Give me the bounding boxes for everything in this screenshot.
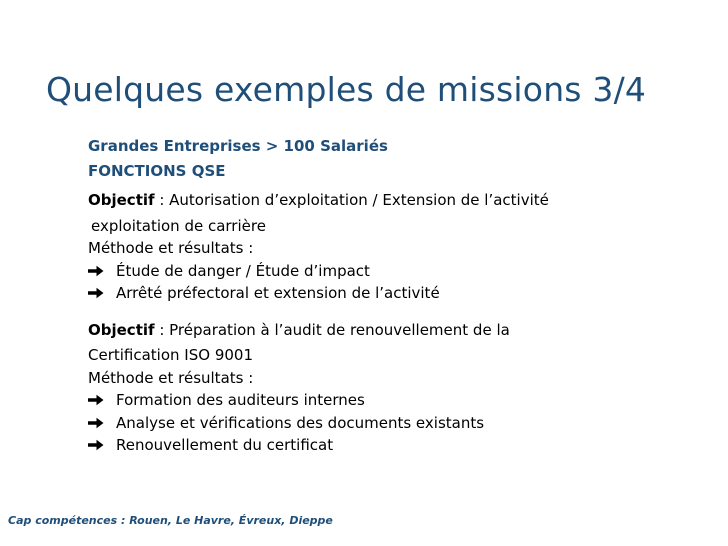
arrow-right-icon bbox=[88, 416, 116, 430]
slide-content bbox=[88, 135, 708, 457]
objective-continuation: Certification ISO 9001 bbox=[88, 346, 253, 364]
bullet-item bbox=[88, 260, 708, 283]
bullet-text: Formation des auditeurs internes bbox=[116, 391, 365, 409]
slide-title: Quelques exemples de missions 3/4 bbox=[46, 70, 647, 109]
bullet-text: Arrêté préfectoral et extension de l’activité bbox=[116, 284, 440, 302]
bullet-item bbox=[88, 434, 708, 457]
subtitle-function: FONCTIONS QSE bbox=[88, 162, 226, 180]
arrow-right-icon bbox=[88, 393, 116, 407]
bullet-text: Analyse et vérifications des documents existants bbox=[116, 413, 485, 432]
objective-text: : Autorisation d’exploitation / Extension de l’activité bbox=[154, 191, 549, 209]
arrow-right-icon bbox=[88, 264, 116, 278]
objective-block-2 bbox=[88, 319, 708, 457]
objective-label: Objectif bbox=[88, 320, 155, 339]
objective-label: Objectif bbox=[88, 191, 155, 209]
bullet-item bbox=[88, 282, 708, 305]
bullet-item bbox=[88, 412, 708, 435]
bullet-text: Renouvellement du certificat bbox=[116, 436, 334, 454]
objective-line bbox=[88, 189, 708, 212]
objective-text: : Préparation à l’audit de renouvellement de la bbox=[154, 320, 510, 339]
method-label: Méthode et résultats : bbox=[88, 239, 254, 257]
bullet-item bbox=[88, 389, 708, 412]
method-label: Méthode et résultats : bbox=[88, 368, 254, 387]
arrow-right-icon bbox=[88, 286, 116, 300]
objective-line bbox=[88, 319, 708, 342]
objective-block-1 bbox=[88, 189, 708, 305]
footer-locations: Cap compétences : Rouen, Le Havre, Évreux, Dieppe bbox=[8, 514, 333, 527]
arrow-right-icon bbox=[88, 438, 116, 452]
bullet-text: Étude de danger / Étude d’impact bbox=[116, 261, 370, 280]
objective-continuation: exploitation de carrière bbox=[91, 216, 266, 235]
subtitle-company-size: Grandes Entreprises > 100 Salariés bbox=[88, 137, 388, 155]
